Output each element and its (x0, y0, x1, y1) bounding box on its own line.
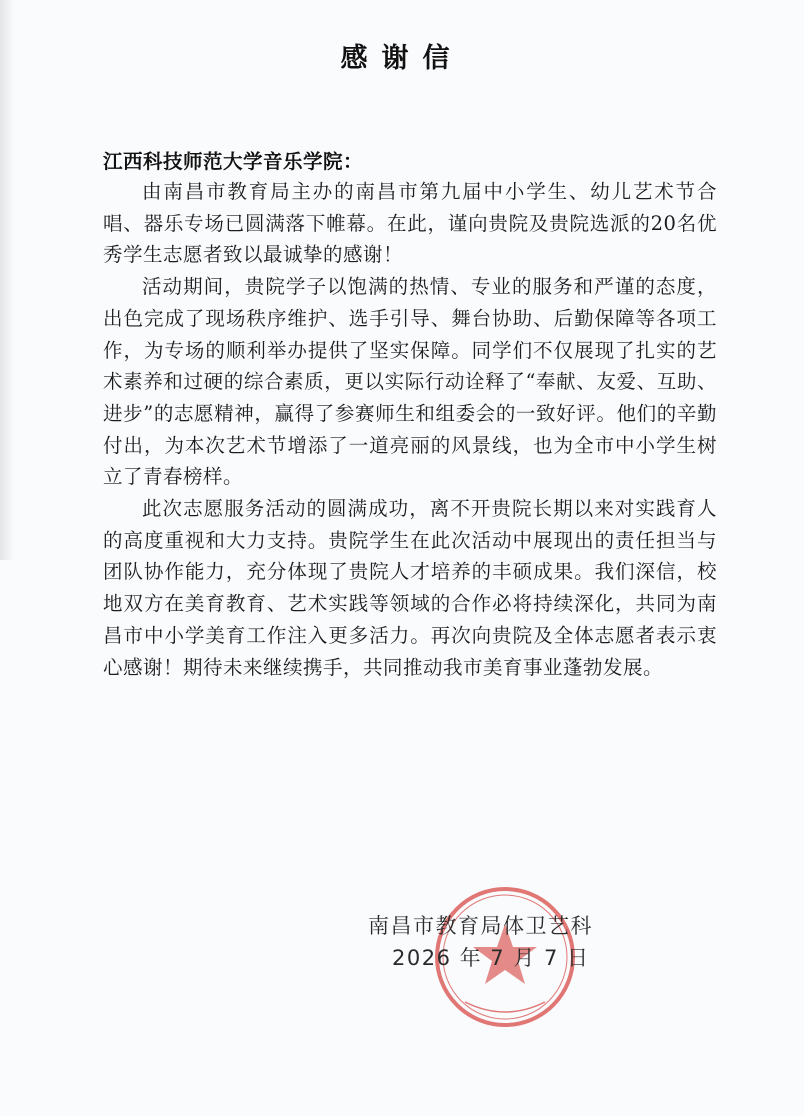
letter-paragraph-3: 此次志愿服务活动的圆满成功，离不开贵院长期以来对实践育人的高度重视和大力支持。贵院学生在此次活动中展现出的责任担当与团队协作能力，充分体现了贵院人才培养的丰硕成果。我们深信，校地双方在美育教育、艺术实践等领域的合作必将持续深化，共同为南昌市中小学美育工作注入更多活力。再次向贵院及全体志愿者表示衷心感谢！期待未来继续携手，共同推动我市美育事业蓬勃发展。 (103, 497, 717, 679)
page-edge-shadow (0, 0, 14, 560)
signature-organization: 南昌市教育局体卫艺科 (368, 914, 593, 938)
signature-date: 2026 年 7 月 7 日 (392, 946, 590, 970)
letter-salutation: 江西科技师范大学音乐学院： (103, 150, 364, 173)
letter-paragraph-2: 活动期间，贵院学子以饱满的热情、专业的服务和严谨的态度，出色完成了现场秩序维护、选手引导、舞台协助、后勤保障等各项工作，为专场的顺利举办提供了坚实保障。同学们不仅展现了扎实的艺术素养和过硬的综合素质，更以实际行动诠释了“奉献、友爱、互助、进步”的志愿精神，赢得了参赛师生和组委会的一致好评。他们的辛勤付出，为本次艺术节增添了一道亮丽的风景线，也为全市中小学生树立了青春榜样。 (103, 275, 717, 489)
letter-title: 感谢信 (340, 43, 464, 74)
letter-paragraph-1: 由南昌市教育局主办的南昌市第九届中小学生、幼儿艺术节合唱、器乐专场已圆满落下帷幕。在此，谨向贵院及贵院选派的20名优秀学生志愿者致以最诚挚的感谢！ (103, 180, 717, 267)
letter-body (103, 176, 717, 683)
signature-block (0, 902, 804, 1062)
